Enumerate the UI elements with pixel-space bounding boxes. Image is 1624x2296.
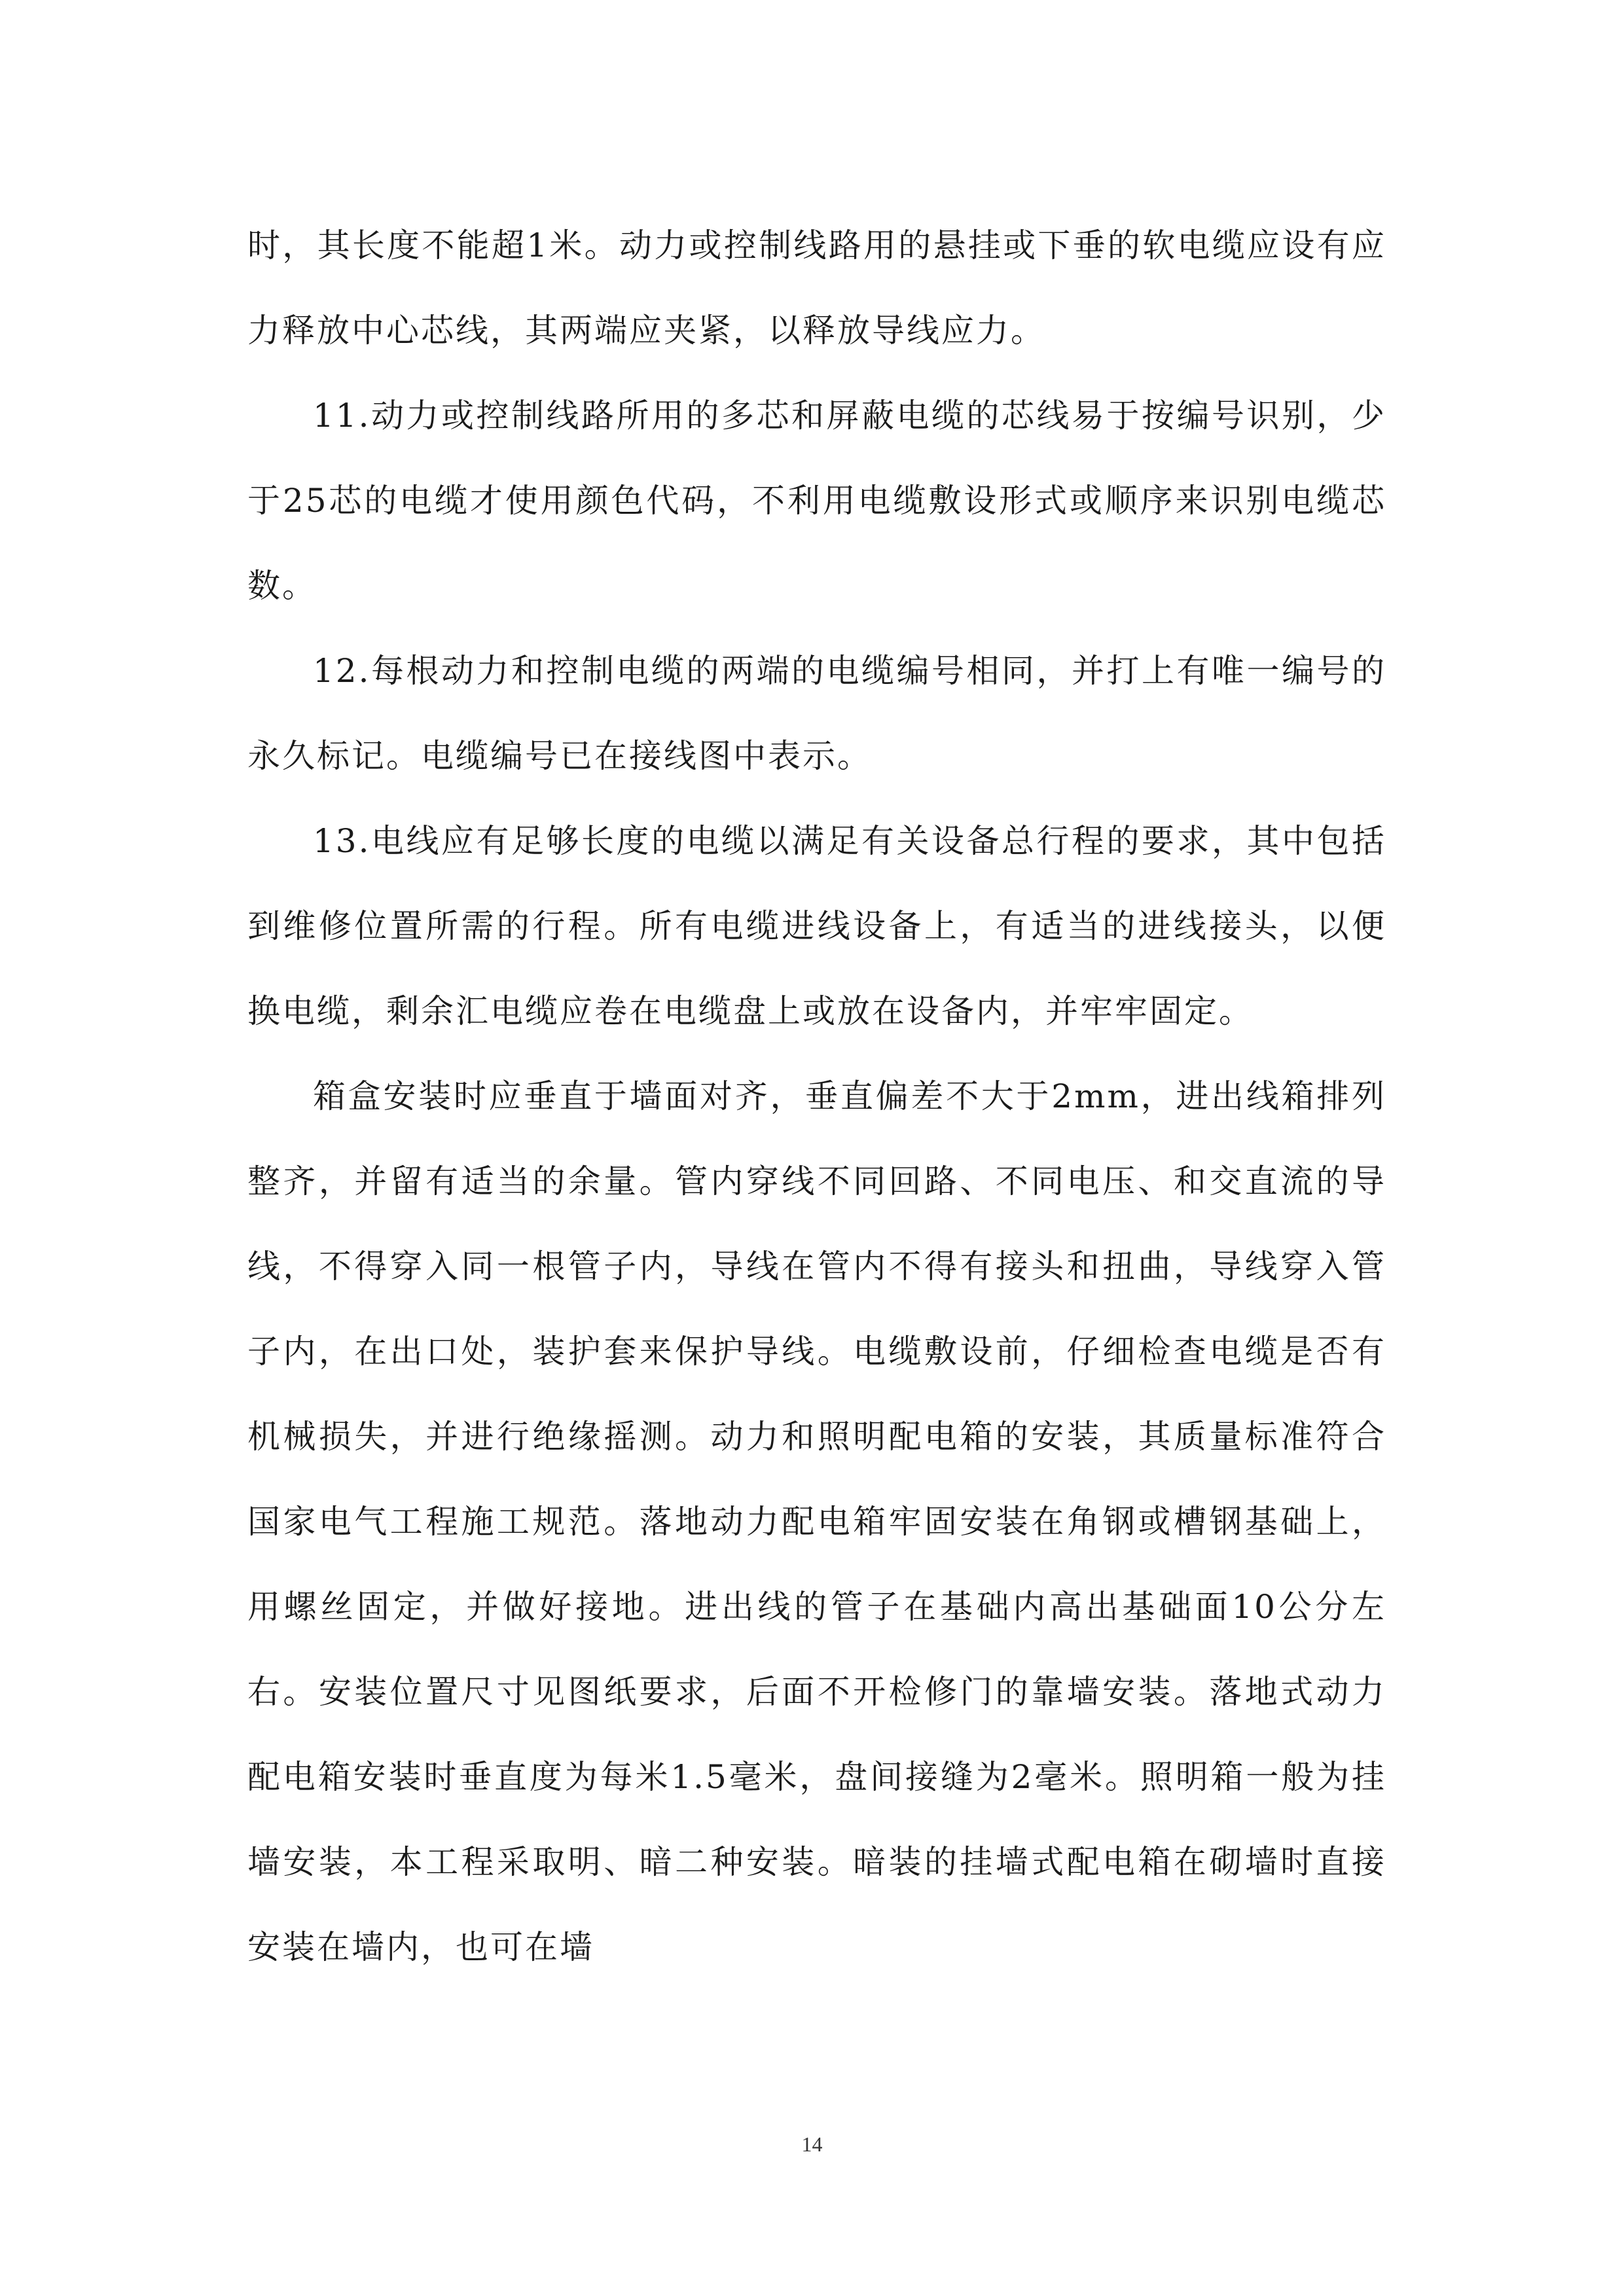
- paragraph-box-installation: 箱盒安装时应垂直于墙面对齐，垂直偏差不大于2mm，进出线箱排列整齐，并留有适当的余量。管内穿线不同回路、不同电压、和交直流的导线，不得穿入同一根管子内，导线在管内不得有接头和扭曲，导线穿入管子内，在出口处，装护套来保护导线。电缆敷设前，仔细检查电缆是否有机械损失，并进行绝缘摇测。动力和照明配电箱的安装，其质量标准符合国家电气工程施工规范。落地动力配电箱牢固安装在角钢或槽钢基础上，用螺丝固定，并做好接地。进出线的管子在基础内高出基础面10公分左右。安装位置尺寸见图纸要求，后面不开检修门的靠墙安装。落地式动力配电箱安装时垂直度为每米1.5毫米，盘间接缝为2毫米。照明箱一般为挂墙安装，本工程采取明、暗二种安装。暗装的挂墙式配电箱在砌墙时直接安装在墙内，也可在墙: [247, 1077, 1386, 1966]
- paragraph-item-11: 11.动力或控制线路所用的多芯和屏蔽电缆的芯线易于按编号识别，少于25芯的电缆才使用颜色代码，不利用电缆敷设形式或顺序来识别电缆芯数。: [247, 397, 1386, 605]
- page-number: 14: [801, 2132, 823, 2156]
- body-text: [247, 203, 1386, 1990]
- paragraph-item-12: 12.每根动力和控制电缆的两端的电缆编号相同，并打上有唯一编号的永久标记。电缆编号已在接线图中表示。: [247, 652, 1386, 775]
- paragraph-continuation: 时，其长度不能超1米。动力或控制线路用的悬挂或下垂的软电缆应设有应力释放中心芯线，其两端应夹紧，以释放导线应力。: [247, 226, 1386, 350]
- paragraph-item-13: 13.电线应有足够长度的电缆以满足有关设备总行程的要求，其中包括到维修位置所需的行程。所有电缆进线设备上，有适当的进线接头，以便换电缆，剩余汇电缆应卷在电缆盘上或放在设备内，并牢牢固定。: [247, 822, 1386, 1030]
